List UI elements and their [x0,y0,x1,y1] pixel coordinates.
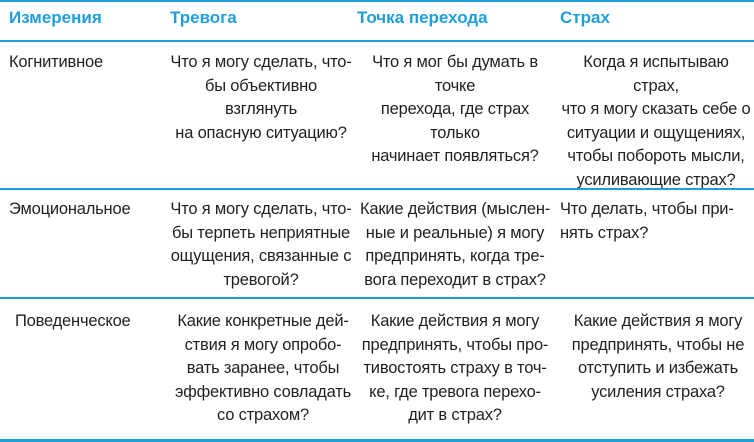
row-behavioral-fear: Какие действия я могу предпринять, чтобы не отступить и избежать усиления страха? [571,312,745,401]
table-top-rule [0,0,754,2]
header-divider [0,40,754,42]
row-divider-1 [0,188,754,190]
row-divider-2 [0,297,754,299]
row-emotional-anxiety: Что я могу сделать, что- бы терпеть неприятные ощущения, связанные с тревогой? [170,200,352,289]
header-fear: Страх [560,8,610,27]
row-behavioral-anxiety: Какие конкретные дей- ствия я могу опробо- вать заранее, чтобы эффективно совладать со страхом? [175,312,351,424]
row-behavioral-dimension: Поведенческое [15,312,131,330]
row-cognitive-dimension: Когнитивное [9,53,103,71]
header-anxiety: Тревога [170,8,237,27]
row-cognitive-fear: Когда я испытываю страх, что я могу сказать себе о ситуации и ощущениях, чтобы побороть мысли, усиливающие страх? [561,53,751,189]
header-dimensions: Измерения [9,8,102,27]
header-transition-point: Точка перехода [357,8,488,27]
row-cognitive-anxiety: Что я могу сделать, что- бы объективно взглянуть на опасную ситуацию? [170,53,352,142]
row-emotional-dimension: Эмоциональное [9,200,131,218]
row-emotional-transition: Какие действия (мыслен- ные и реальные) я могу предпринять, когда тре- вога переходит в страх? [359,200,551,289]
row-cognitive-transition: Что я мог бы думать в точке перехода, где страх только начинает появляться? [371,53,539,165]
row-behavioral-transition: Какие действия я могу предпринять, чтобы про- тивостоять страху в точ- ке, где тревога перехо- дит в страх? [361,312,549,424]
row-emotional-fear: Что делать, чтобы при- нять страх? [560,200,734,242]
